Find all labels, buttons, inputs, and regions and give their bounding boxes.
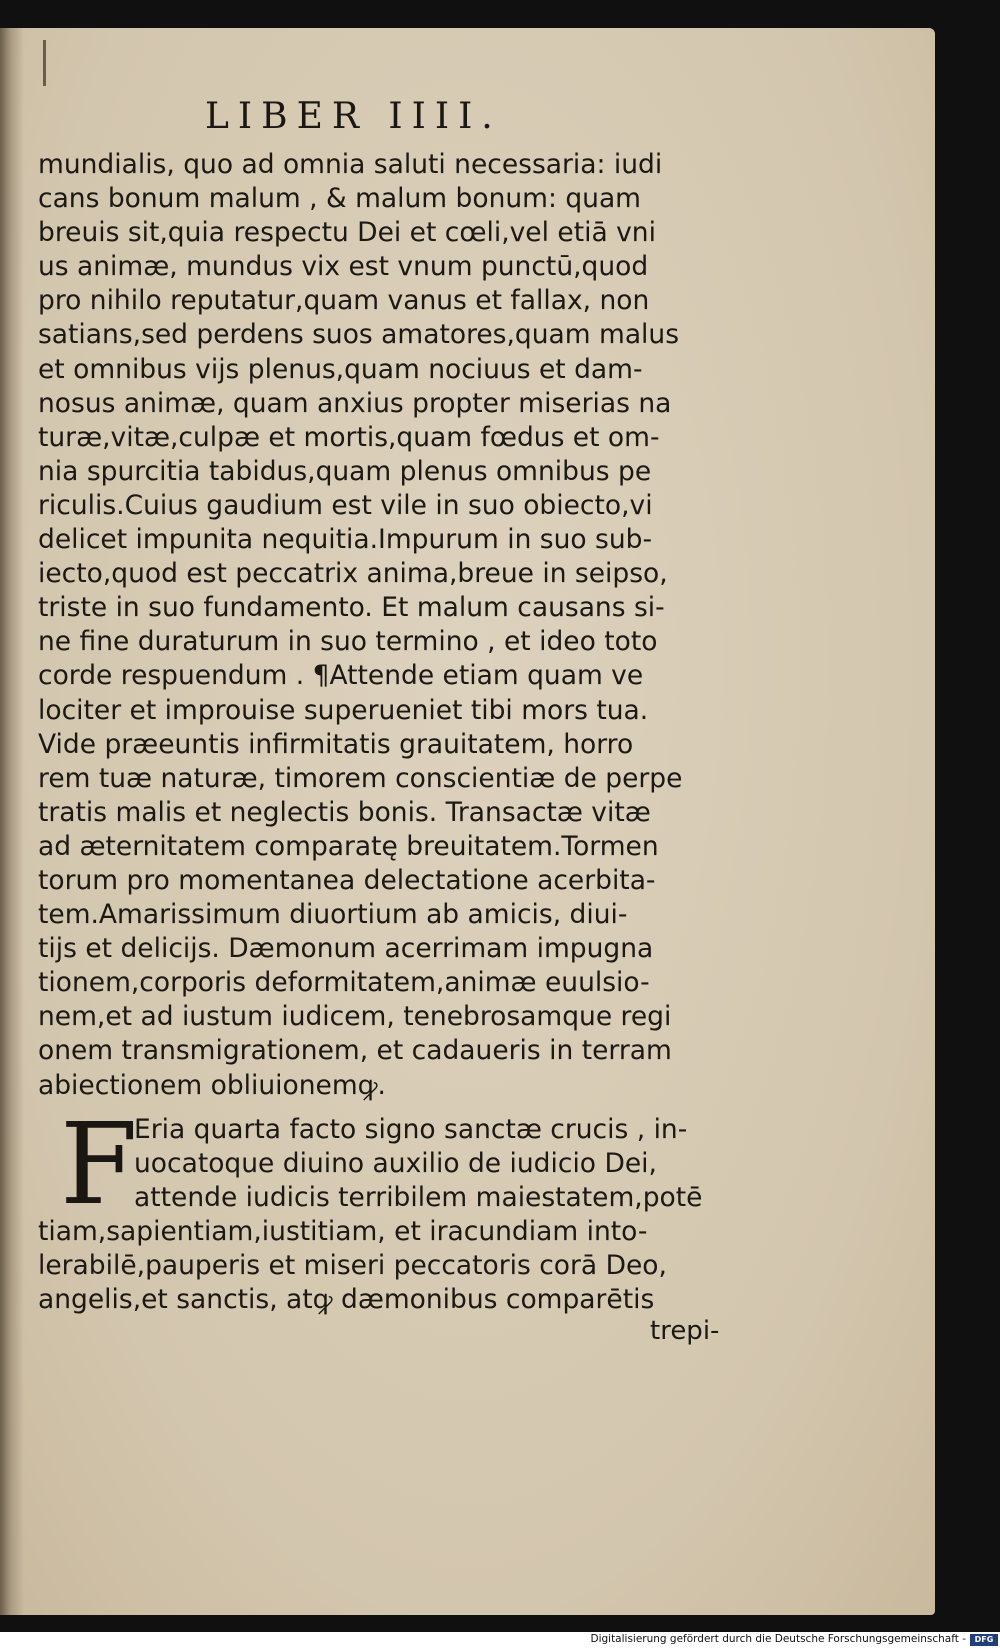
first-paragraph — [38, 148, 738, 1103]
text-line: abiectionem obliuionemꝙ. — [38, 1069, 386, 1101]
second-paragraph — [38, 1099, 738, 1318]
text-line: corde respuendum . ¶Attende etiam quam ve — [38, 660, 644, 692]
text-line: breuis sit,quia respectu Dei et cœli,vel etiā vni — [38, 217, 656, 249]
catchword: trepi- — [650, 1316, 720, 1346]
text-line: lociter et improuise superueniet tibi mors tua. — [38, 694, 649, 726]
text-line: onem transmigrationem, et cadaueris in terram — [38, 1035, 672, 1067]
text-line: pro nihilo reputatur,quam vanus et fallax, non — [38, 285, 650, 317]
text-line: Eria quarta facto signo sanctæ crucis , in- — [134, 1113, 688, 1145]
text-line: tionem,corporis deformitatem,animæ euulsio- — [38, 967, 650, 999]
text-line: satians,sed perdens suos amatores,quam malus — [38, 319, 680, 351]
dfg-logo: DFG — [970, 1634, 998, 1646]
text-line: Vide præeuntis infirmitatis grauitatem, horro — [38, 728, 634, 760]
text-line: angelis,et sanctis, atꝙ dæmonibus comparētis — [38, 1284, 655, 1316]
text-line: iecto,quod est peccatrix anima,breue in seipso, — [38, 558, 668, 590]
text-block — [38, 148, 738, 1317]
text-line: rem tuæ naturæ, timorem conscientiæ de perpe — [38, 762, 683, 794]
text-line: tem.Amarissimum diuortium ab amicis, diui- — [38, 899, 628, 931]
text-line: tratis malis et neglectis bonis. Transactæ vitæ — [38, 796, 651, 828]
text-line: torum pro momentanea delectatione acerbita- — [38, 864, 656, 896]
running-head: LIBER IIII. — [205, 96, 502, 137]
text-line: nia spurcitia tabidus,quam plenus omnibus pe — [38, 455, 652, 487]
text-line: et omnibus vijs plenus,quam nociuus et dam- — [38, 353, 643, 385]
footer-bar — [0, 1632, 1000, 1649]
text-line: tiam,sapientiam,iustitiam, et iracundiam into- — [38, 1215, 648, 1247]
text-line: turæ,vitæ,culpæ et mortis,quam fœdus et om- — [38, 421, 660, 453]
text-line: lerabilē,pauperis et miseri peccatoris corā Deo, — [38, 1250, 667, 1281]
drop-cap: F — [60, 1099, 138, 1230]
text-line: delicet impunita nequitia.Impurum in suo sub- — [38, 524, 653, 556]
text-line: riculis.Cuius gaudium est vile in suo obiecto,vi — [38, 489, 653, 521]
text-line: nosus animæ, quam anxius propter miserias na — [38, 387, 672, 419]
text-line: us animæ, mundus vix est vnum punctū,quod — [38, 251, 649, 283]
spine-shadow — [0, 28, 24, 1615]
text-line: cans bonum malum , & malum bonum: quam — [38, 183, 641, 215]
text-line: triste in suo fundamento. Et malum causans si- — [38, 592, 665, 624]
text-line: tijs et delicijs. Dæmonum acerrimam impugna — [38, 933, 654, 965]
text-line: uocatoque diuino auxilio de iudicio Dei, — [134, 1147, 657, 1179]
text-line: ad æternitatem comparatę breuitatem.Tormen — [38, 830, 659, 862]
text-line: ne fine duraturum in suo termino , et ideo toto — [38, 626, 658, 658]
text-line: mundialis, quo ad omnia saluti necessaria: iudi — [38, 149, 663, 180]
second-paragraph-lines — [38, 1099, 738, 1318]
text-line: attende iudicis terribilem maiestatem,potē — [134, 1181, 703, 1213]
text-line: nem,et ad iustum iudicem, tenebrosamque regi — [38, 1001, 672, 1033]
footer-credit: Digitalisierung gefördert durch die Deutsche Forschungsgemeinschaft - — [590, 1633, 966, 1645]
page-mark — [43, 40, 46, 86]
